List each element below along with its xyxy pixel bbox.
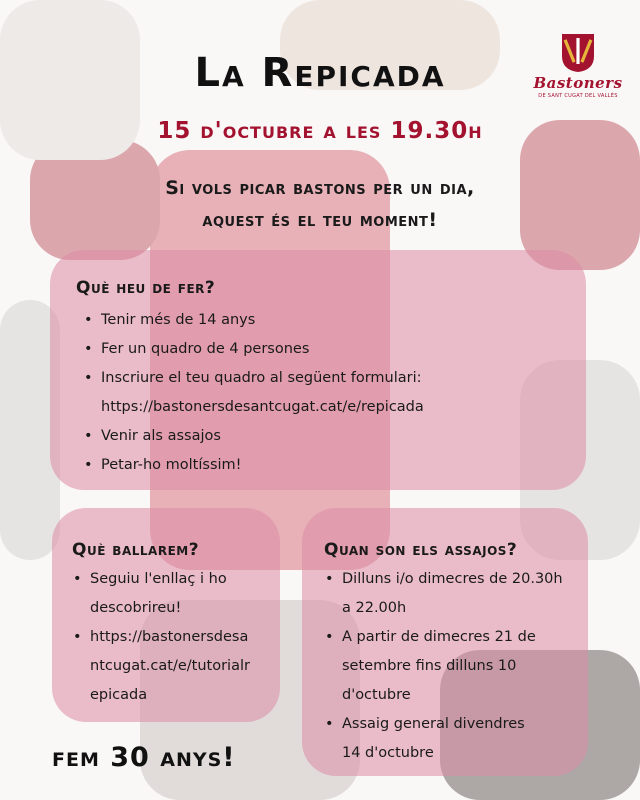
bastoners-logo — [528, 30, 628, 100]
list-item-continuation: a 22.00h — [342, 600, 407, 616]
list-item: • Fer un quadro de 4 persones — [81, 335, 561, 364]
bullet-icon: • — [84, 428, 93, 444]
bastoners-emblem-icon — [528, 30, 628, 74]
bullet-icon: • — [73, 571, 82, 587]
bullet-icon: • — [84, 312, 93, 328]
bullet-icon: • — [325, 716, 334, 732]
card-what-dance — [52, 508, 280, 722]
list-item-continuation: setembre fins dilluns 10 — [342, 658, 517, 674]
list-item-continuation — [70, 652, 270, 681]
card-rehearsals — [302, 508, 588, 776]
event-title: La Repicada — [194, 50, 446, 96]
card-title-rehearsals: Quan son els assajos? — [324, 540, 518, 560]
list-item-continuation — [81, 393, 561, 422]
bullet-icon: • — [73, 629, 82, 645]
bullet-icon: • — [325, 571, 334, 587]
card-title-what-dance: Què ballarem? — [72, 540, 200, 560]
card-title-what-to-do: Què heu de fer? — [76, 278, 216, 298]
list-item: • Venir als assajos — [81, 422, 561, 451]
logo-subtitle: DE SANT CUGAT DEL VALLÈS — [538, 93, 618, 99]
list-item: • Assaig general divendres — [322, 710, 582, 739]
tagline-line-1: Si vols picar bastons per un dia, — [165, 177, 475, 199]
card-what-to-do — [50, 250, 586, 490]
bullet-icon: • — [84, 341, 93, 357]
bullet-icon: • — [84, 457, 93, 473]
tagline-line-2: aquest és el teu moment! — [202, 209, 438, 231]
what-dance-list — [70, 565, 270, 710]
tagline — [0, 172, 640, 236]
rehearsals-list — [322, 565, 582, 768]
registration-link[interactable]: https://bastonersdesantcugat.cat/e/repicada — [101, 399, 424, 415]
list-item — [70, 623, 270, 652]
list-item-continuation: descobrireu! — [90, 600, 182, 616]
tutorial-link-part-2[interactable]: ntcugat.cat/e/tutorialr — [90, 658, 250, 674]
what-to-do-list — [81, 306, 561, 480]
list-item: • Dilluns i/o dimecres de 20.30h — [322, 565, 582, 594]
list-item-continuation — [70, 681, 270, 710]
list-item: • Tenir més de 14 anys — [81, 306, 561, 335]
event-date: 15 d'octubre a les 19.30h — [157, 118, 483, 144]
anniversary-text: fem 30 anys! — [52, 742, 236, 773]
list-item-continuation: 14 d'octubre — [342, 745, 434, 761]
bullet-icon: • — [84, 370, 93, 386]
list-item-continuation: d'octubre — [342, 687, 411, 703]
list-item: • Inscriure el teu quadro al següent formulari: — [81, 364, 561, 393]
logo-name: Bastoners — [533, 74, 623, 92]
list-item: • A partir de dimecres 21 de — [322, 623, 582, 652]
bullet-icon: • — [325, 629, 334, 645]
tutorial-link-part-1[interactable]: https://bastonersdesa — [90, 629, 249, 645]
list-item: • Petar-ho moltíssim! — [81, 451, 561, 480]
list-item: • Seguiu l'enllaç i ho — [70, 565, 270, 594]
tutorial-link-part-3[interactable]: epicada — [90, 687, 148, 703]
